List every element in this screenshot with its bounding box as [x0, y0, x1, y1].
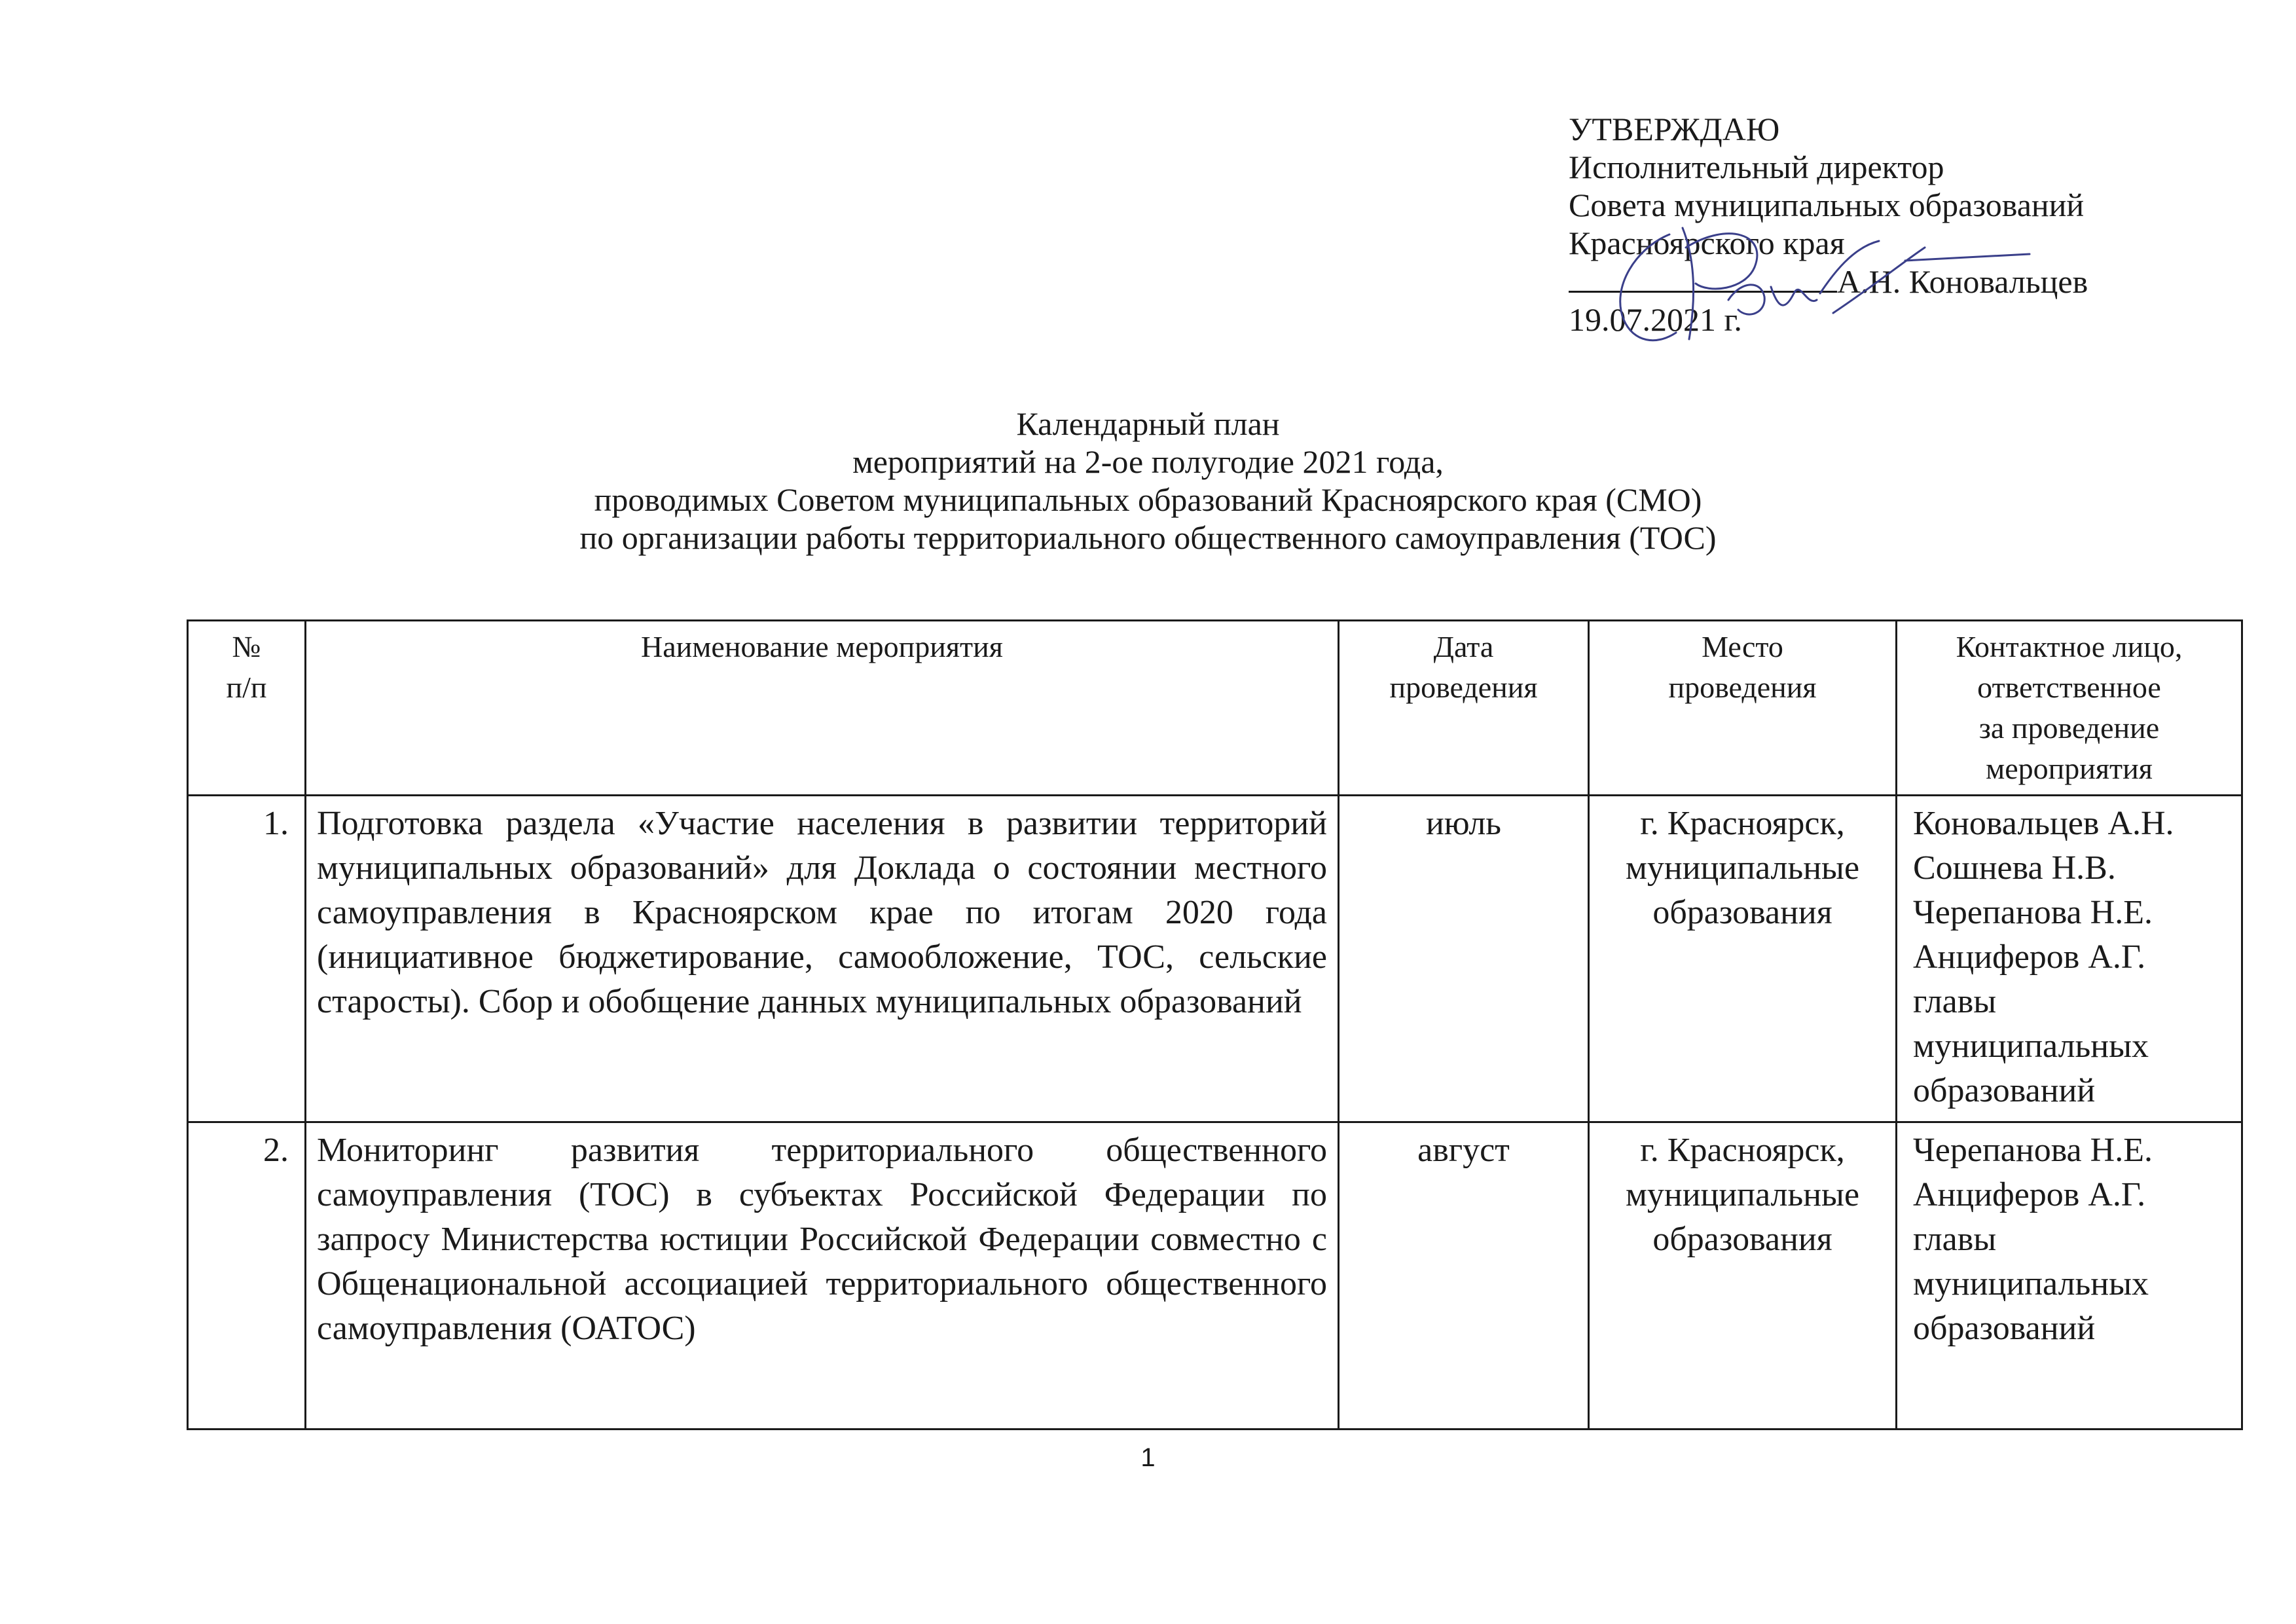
contact-line: Анциферов А.Г.: [1913, 938, 2146, 976]
contact-line: Черепанова Н.Е.: [1913, 894, 2153, 931]
table-row: [188, 1122, 2242, 1430]
title-line-3: проводимых Советом муниципальных образований Красноярского края (СМО): [594, 481, 1702, 518]
table-row: [188, 796, 2242, 1122]
contact-line: образований: [1913, 1072, 2096, 1109]
approval-position-line-2: Совета муниципальных образований: [1569, 187, 2085, 223]
place-line: образования: [1652, 894, 1832, 931]
place-line: образования: [1652, 1221, 1832, 1258]
header-contact-line-3: за проведение: [1978, 711, 2160, 745]
header-num-line-2: п/п: [226, 671, 267, 704]
header-num-line-1: №: [232, 630, 261, 663]
header-date-line-1: Дата: [1433, 630, 1494, 663]
contact-line: муниципальных: [1913, 1027, 2149, 1065]
approval-signer: А.Н. Коновальцев: [1837, 263, 2088, 300]
place-line: муниципальные: [1625, 1176, 1860, 1213]
approval-stamp: УТВЕРЖДАЮ: [1569, 111, 1780, 147]
contact-line: Коновальцев А.Н.: [1913, 805, 2174, 842]
page-number: 1: [1140, 1443, 1156, 1472]
header-contact-line-1: Контактное лицо,: [1956, 630, 2183, 663]
document-title: [0, 405, 2296, 557]
header-num: [188, 621, 306, 796]
row-contact: [1897, 1122, 2242, 1430]
header-contact-line-4: мероприятия: [1986, 752, 2153, 785]
contact-line: образований: [1913, 1310, 2096, 1347]
header-date-line-2: проведения: [1389, 671, 1538, 704]
row-event-name: Подготовка раздела «Участие населения в развитии территорий муниципальных образований» для Доклада о состоянии местного самоуправления в Красноярском крае по итогам 2020 года (инициативное бюджетирование, самообложение, ТОС, сельские старосты). Сбор и обобщение данных муниципальных образований: [306, 796, 1339, 1122]
contact-line: Черепанова Н.Е.: [1913, 1132, 2153, 1169]
approval-block: [1569, 110, 2088, 339]
row-place: [1589, 796, 1897, 1122]
approval-signature-row: [1569, 262, 2088, 301]
contact-line: Сошнева Н.В.: [1913, 849, 2116, 887]
row-number: 2.: [188, 1122, 306, 1430]
header-place: [1589, 621, 1897, 796]
approval-position-line-3: Красноярского края: [1569, 225, 1845, 261]
title-line-2: мероприятий на 2-ое полугодие 2021 года,: [852, 443, 1444, 480]
place-line: г. Красноярск,: [1640, 805, 1845, 842]
approval-date: 19.07.2021 г.: [1569, 301, 1742, 338]
row-number: 1.: [188, 796, 306, 1122]
title-line-1: Календарный план: [1016, 405, 1280, 442]
header-contact-line-2: ответственное: [1977, 671, 2161, 704]
header-name: Наименование мероприятия: [306, 621, 1339, 796]
row-place: [1589, 1122, 1897, 1430]
row-date: август: [1339, 1122, 1589, 1430]
signature-line: [1569, 262, 1837, 293]
contact-line: муниципальных: [1913, 1265, 2149, 1302]
title-line-4: по организации работы территориального общественного самоуправления (ТОС): [579, 519, 1717, 556]
header-place-line-1: Место: [1702, 630, 1783, 663]
contact-line: главы: [1913, 1221, 1997, 1258]
events-table: [187, 619, 2243, 1430]
row-date: июль: [1339, 796, 1589, 1122]
approval-position-line-1: Исполнительный директор: [1569, 149, 1944, 185]
header-date: [1339, 621, 1589, 796]
header-place-line-2: проведения: [1668, 671, 1817, 704]
contact-line: главы: [1913, 983, 1997, 1020]
contact-line: Анциферов А.Г.: [1913, 1176, 2146, 1213]
place-line: муниципальные: [1625, 849, 1860, 887]
row-event-name: Мониторинг развития территориального общественного самоуправления (ТОС) в субъектах Российской Федерации по запросу Министерства юстиции Российской Федерации совместно с Общенациональной ассоциацией территориального общественного самоуправления (ОАТОС): [306, 1122, 1339, 1430]
place-line: г. Красноярск,: [1640, 1132, 1845, 1169]
table-header-row: [188, 621, 2242, 796]
header-contact: [1897, 621, 2242, 796]
row-contact: [1897, 796, 2242, 1122]
